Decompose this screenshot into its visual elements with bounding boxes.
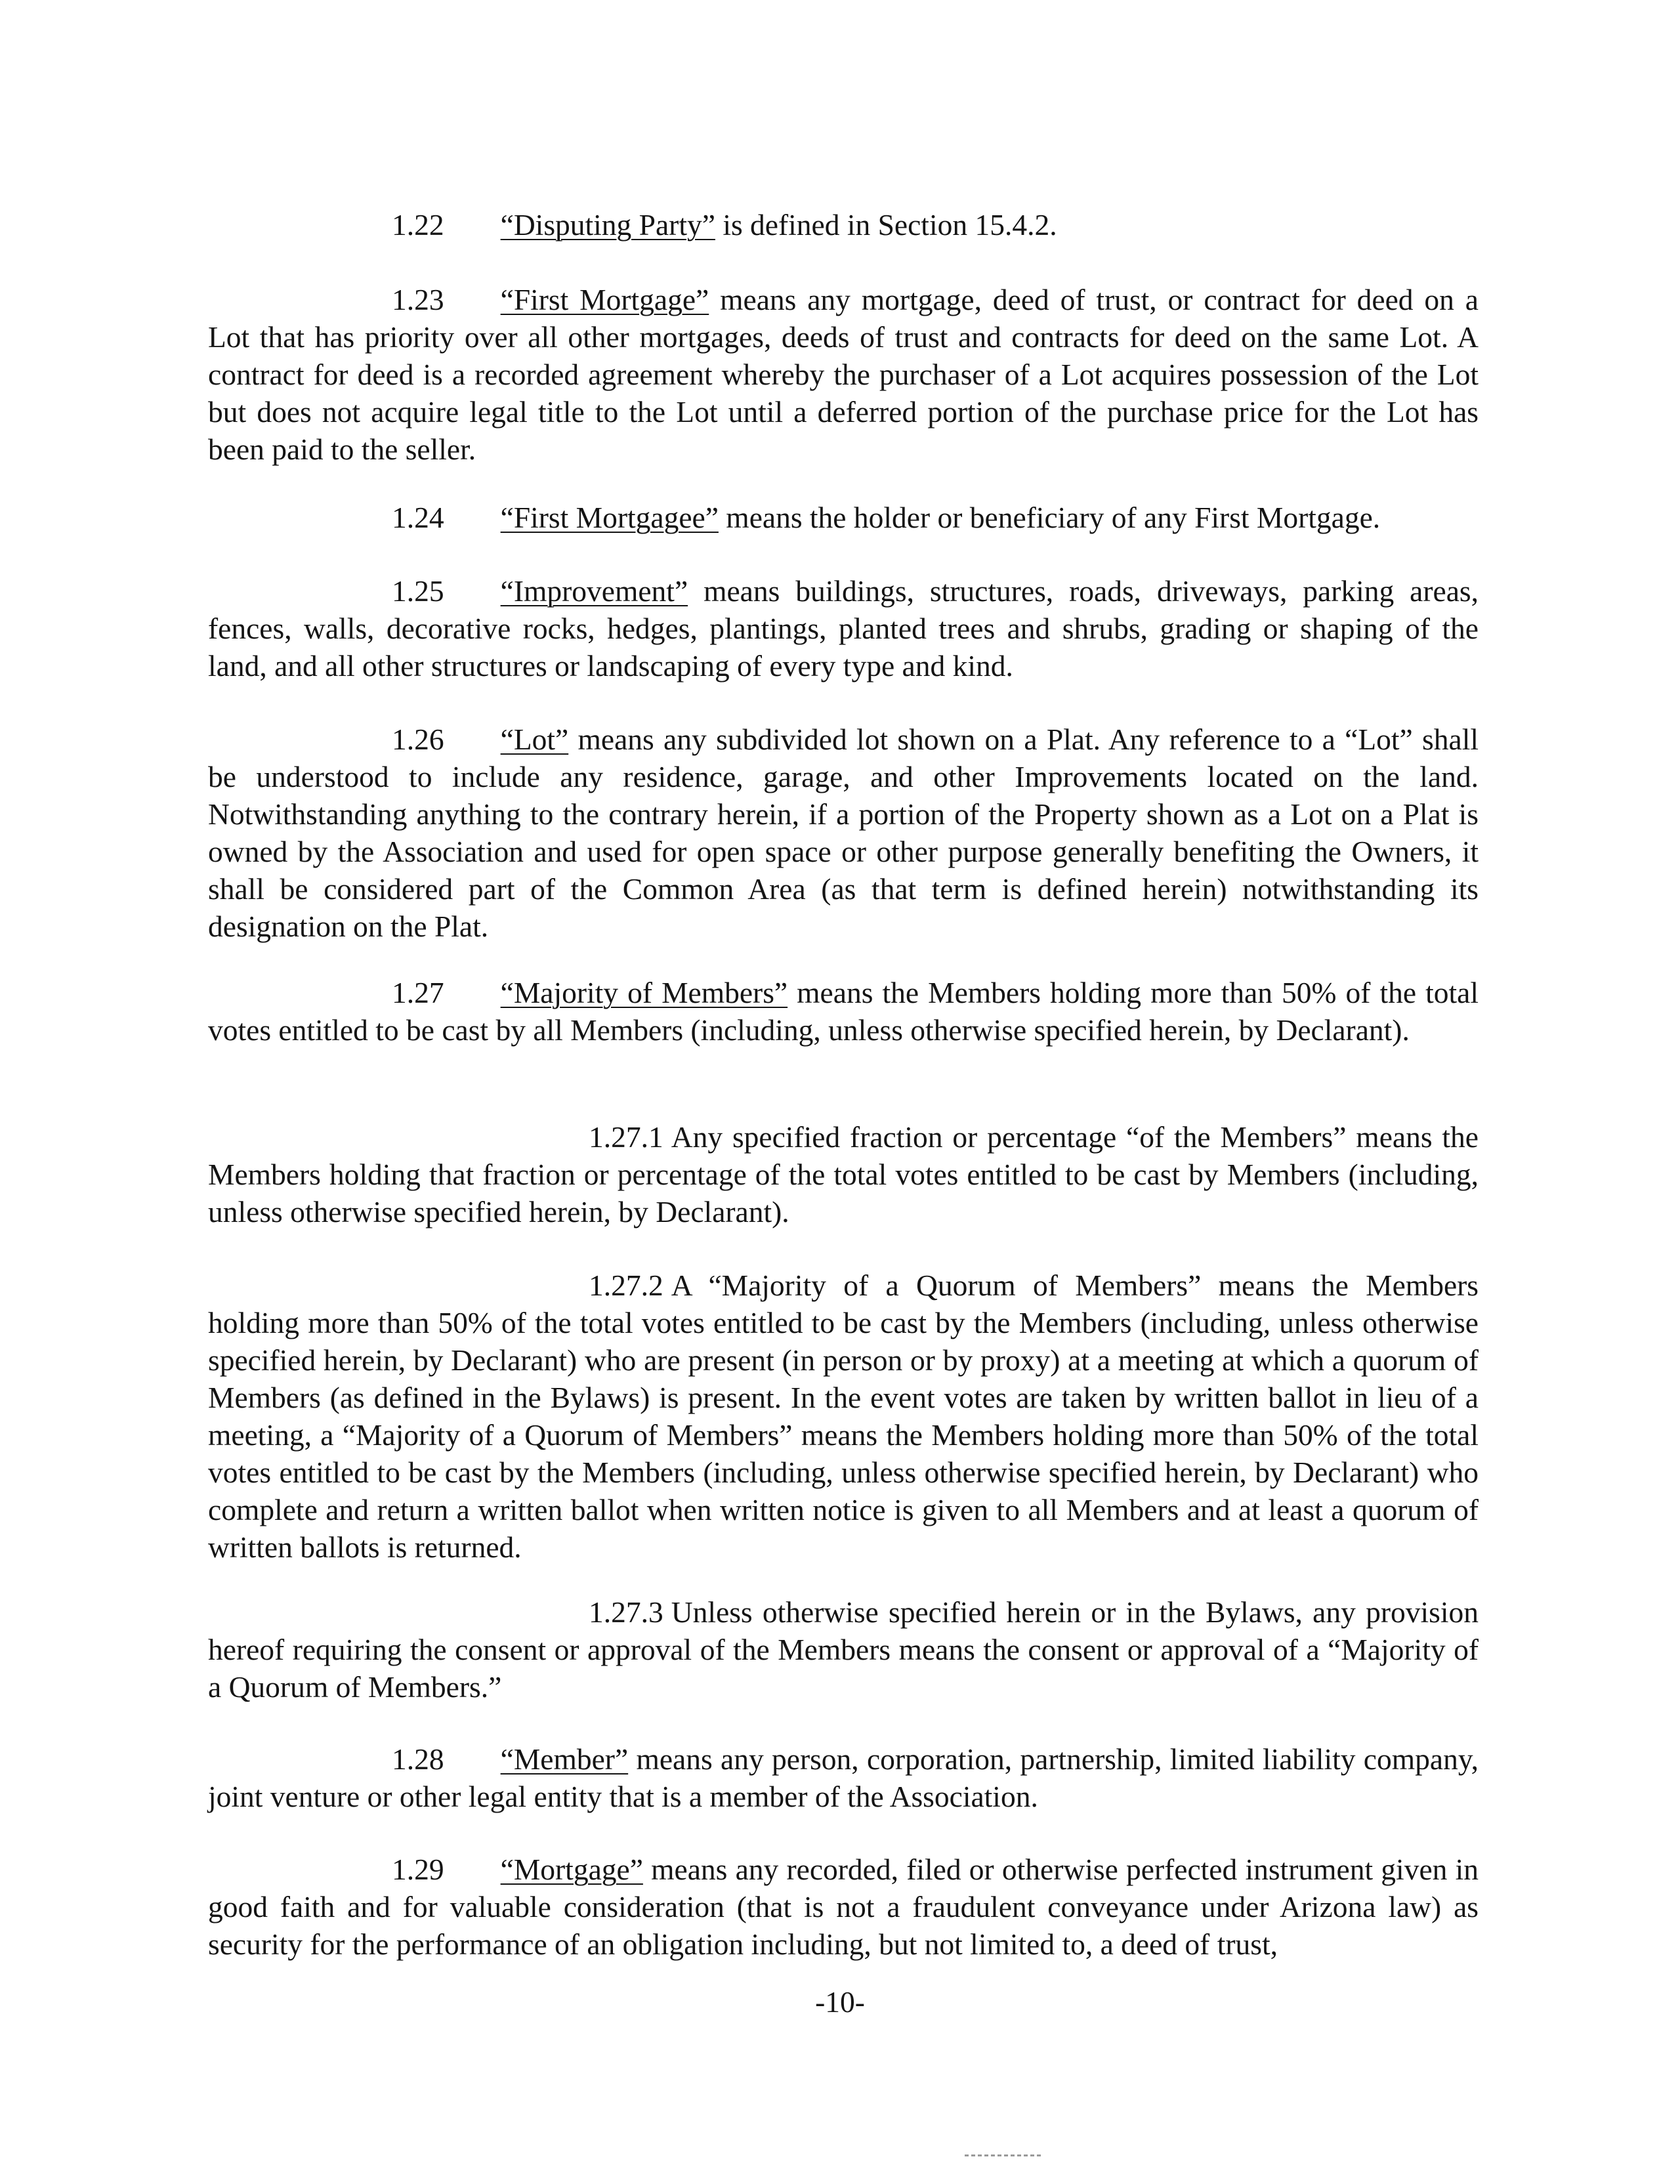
section-number: 1.25 <box>392 574 444 608</box>
definition-text: means any recorded, filed or otherwise perfected instrument given in good faith and for valuable consideration (that is not a fraudulent conveyance under Arizona law) as security for the performance of an obligation including, but not limited to, a deed of trust, <box>208 1853 1479 1961</box>
defined-term: “Lot” <box>500 723 569 756</box>
defined-term: “First Mortgage” <box>500 283 709 316</box>
section-number: 1.23 <box>392 283 444 316</box>
subsection-text: Any specified fraction or percentage “of the Members” means the Members holding that fraction or percentage of the total votes entitled to be cast by Members (including, unless otherwise specified herein, by Declarant). <box>208 1120 1479 1228</box>
section-number: 1.22 <box>392 208 444 242</box>
section-number: 1.24 <box>392 501 444 534</box>
defined-term: “Disputing Party” <box>500 208 715 242</box>
definition-1-24 <box>208 499 1479 536</box>
subsection-text: Unless otherwise specified herein or in the Bylaws, any provision hereof requiring the consent or approval of the Members means the consent or approval of a “Majority of a Quorum of Members.” <box>208 1595 1479 1704</box>
definition-1-22 <box>208 206 1479 243</box>
definition-1-25 <box>208 572 1479 684</box>
definition-text: means the holder or beneficiary of any First Mortgage. <box>718 501 1381 534</box>
definition-1-28 <box>208 1740 1479 1815</box>
definition-text: means buildings, structures, roads, driveways, parking areas, fences, walls, decorative rocks, hedges, plantings, planted trees and shrubs, grading or shaping of the land, and all other structures or landscaping of every type and kind. <box>208 574 1479 682</box>
defined-term: “Member” <box>500 1742 629 1776</box>
definition-1-29 <box>208 1851 1479 1963</box>
defined-term: “Majority of Members” <box>500 976 788 1009</box>
section-number: 1.29 <box>392 1853 444 1886</box>
subsection-1-27-1 <box>208 1118 1479 1230</box>
subsection-1-27-2 <box>208 1267 1479 1566</box>
definition-1-23 <box>208 281 1479 468</box>
definition-text: is defined in Section 15.4.2. <box>715 208 1057 242</box>
definition-text: means any subdivided lot shown on a Plat. Any reference to a “Lot” shall be understood to include any residence, garage, and other Improvements located on the land. Notwithstanding anything to the contrary herein, if a portion of the Property shown as a Lot on a Plat is owned by the Association and used for open space or other purpose generally benefiting the Owners, it shall be considered part of the Common Area (as that term is defined herein) notwithstanding its designation on the Plat. <box>208 723 1479 943</box>
definition-text: means the Members holding more than 50% of the total votes entitled to be cast by all Members (including, unless otherwise specified herein, by Declarant). <box>208 976 1479 1047</box>
definition-1-27 <box>208 974 1479 1049</box>
page-number: -10- <box>815 1985 865 2019</box>
defined-term: “First Mortgagee” <box>500 501 719 534</box>
section-number: 1.26 <box>392 723 444 756</box>
section-number: 1.28 <box>392 1742 444 1776</box>
section-number: 1.27 <box>392 976 444 1009</box>
scan-artifact <box>965 2154 1042 2156</box>
definition-1-26 <box>208 721 1479 945</box>
section-number: 1.27.1 <box>589 1120 663 1154</box>
subsection-1-27-3 <box>208 1593 1479 1706</box>
defined-term: “Improvement” <box>500 574 688 608</box>
subsection-text: A “Majority of a Quorum of Members” means the Members holding more than 50% of the total votes entitled to be cast by the Members (including, unless otherwise specified herein, by Declarant) who are present (in person or by proxy) at a meeting at which a quorum of Members (as defined in the Bylaws) is present. In the event votes are taken by written ballot in lieu of a meeting, a “Majority of a Quorum of Members” means the Members holding more than 50% of the total votes entitled to be cast by the Members (including, unless otherwise specified herein, by Declarant) who complete and return a written ballot when written notice is given to all Members and at least a quorum of written ballots is returned. <box>208 1269 1479 1564</box>
definition-text: means any person, corporation, partnership, limited liability company, joint venture or other legal entity that is a member of the Association. <box>208 1742 1479 1813</box>
definition-text: means any mortgage, deed of trust, or contract for deed on a Lot that has priority over all other mortgages, deeds of trust and contracts for deed on the same Lot. A contract for deed is a recorded agreement whereby the purchaser of a Lot acquires possession of the Lot but does not acquire legal title to the Lot until a deferred portion of the purchase price for the Lot has been paid to the seller. <box>208 283 1479 466</box>
section-number: 1.27.2 <box>589 1269 663 1302</box>
defined-term: “Mortgage” <box>500 1853 643 1886</box>
section-number: 1.27.3 <box>589 1595 663 1629</box>
